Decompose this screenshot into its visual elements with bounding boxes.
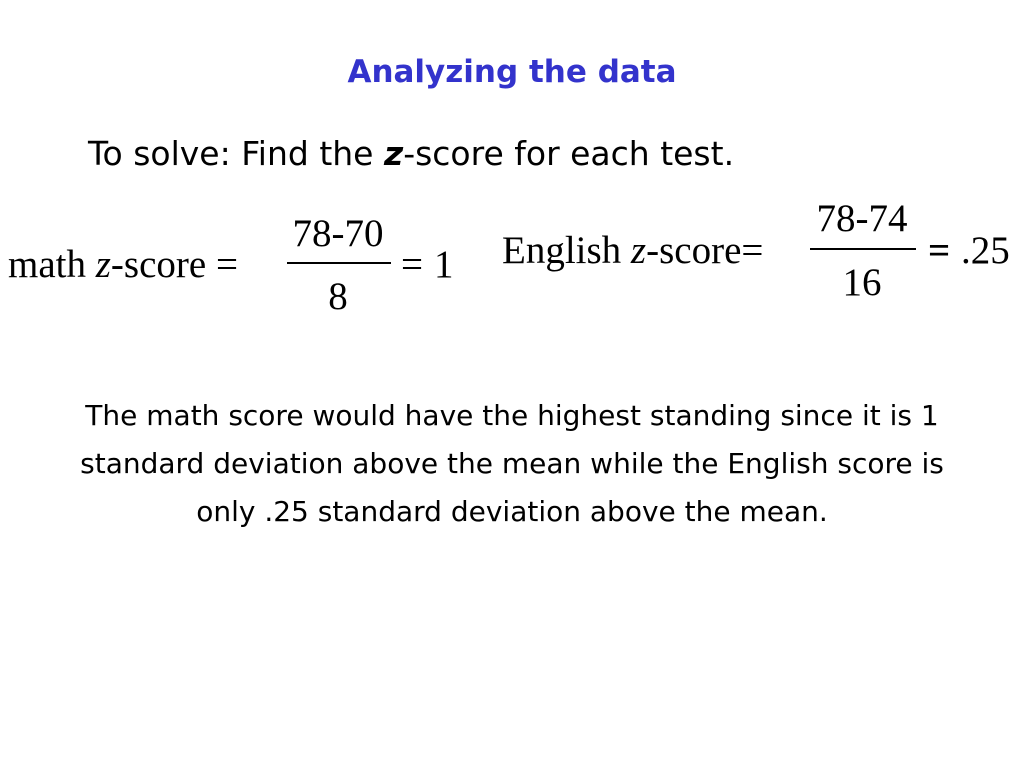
- math-numerator: 78-70: [292, 212, 384, 255]
- english-label-suffix: -score=: [646, 229, 764, 272]
- math-label-prefix: math: [8, 243, 96, 286]
- math-denominator: 8: [328, 275, 348, 318]
- english-z-variable: z: [630, 229, 647, 272]
- math-label-suffix: -score =: [110, 243, 238, 286]
- slide-title: Analyzing the data: [347, 54, 677, 90]
- math-z-variable: z: [95, 243, 111, 286]
- math-equals: =: [401, 243, 423, 286]
- english-equation-label: [502, 231, 763, 270]
- subtitle-prefix: To solve: Find the: [88, 134, 384, 173]
- english-denominator: 16: [842, 261, 882, 304]
- english-equals: =: [928, 229, 951, 272]
- math-result: 1: [434, 243, 454, 286]
- subtitle-suffix: -score for each test.: [403, 134, 735, 173]
- math-fraction-bar: [287, 262, 391, 264]
- math-equation-label: [8, 245, 238, 284]
- conclusion-text: The math score would have the highest standing since it is 1 standard deviation above the mean while the English score is only .25 standard deviation above the mean.: [80, 399, 944, 528]
- subtitle: [88, 134, 734, 173]
- english-fraction-bar: [810, 248, 916, 250]
- english-result: .25: [961, 229, 1010, 272]
- english-label-prefix: English: [502, 229, 631, 272]
- english-numerator: 78-74: [816, 197, 908, 240]
- subtitle-z-variable: z: [383, 134, 404, 173]
